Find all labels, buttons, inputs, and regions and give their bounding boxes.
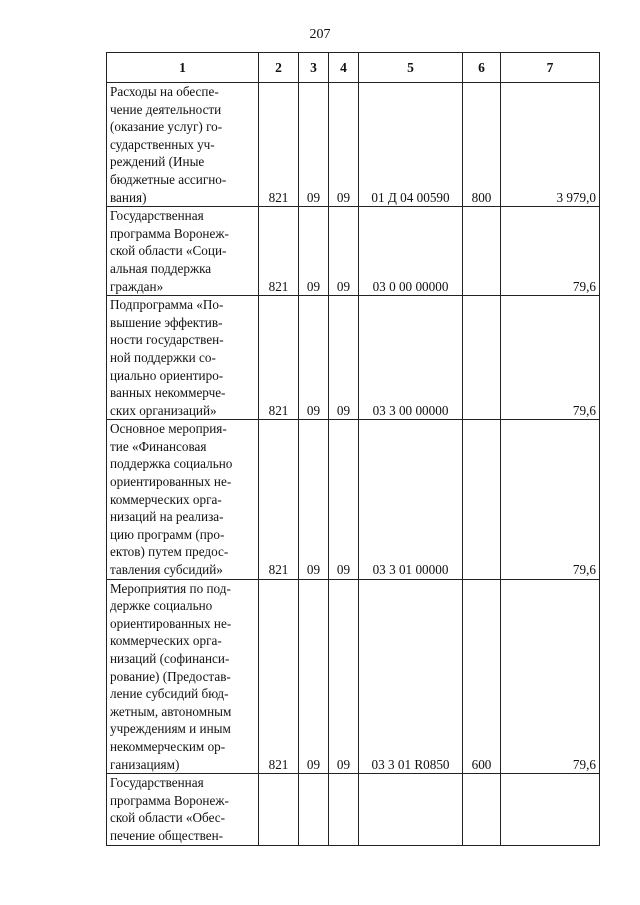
amount-cell: 3 979,0 [501, 83, 600, 207]
subsection-code-cell: 09 [329, 207, 359, 296]
row-name-line: цию программ (про- [110, 526, 225, 542]
header-cell: 4 [329, 53, 359, 83]
row-name-line: ванных некоммерче- [110, 385, 226, 401]
row-name-line: рование) (Предостав- [110, 668, 231, 684]
page-number: 207 [309, 27, 331, 42]
ministry-code-cell: 821 [259, 579, 299, 774]
table-row [107, 296, 600, 420]
ministry-code-cell: 821 [259, 207, 299, 296]
table-row [107, 83, 600, 207]
subsection-code-cell: 09 [329, 420, 359, 579]
expense-type-cell [463, 207, 501, 296]
header-cell: 3 [299, 53, 329, 83]
row-name-line: бюджетные ассигно- [110, 171, 227, 187]
row-name-line: ектов) путем предос- [110, 544, 229, 560]
subsection-code-cell: 09 [329, 579, 359, 774]
row-name-line: Государственная [110, 775, 204, 791]
table-row [107, 207, 600, 296]
row-name-line: Подпрограмма «По- [110, 297, 224, 313]
amount-cell: 79,6 [501, 296, 600, 420]
row-name-cell [107, 207, 259, 296]
amount-cell: 79,6 [501, 579, 600, 774]
section-code-cell: 09 [299, 207, 329, 296]
header-cell: 2 [259, 53, 299, 83]
section-code-cell: 09 [299, 83, 329, 207]
row-name-line: некоммерческим ор- [110, 738, 226, 754]
row-name-cell [107, 774, 259, 845]
row-name-line: тавления субсидий» [110, 562, 223, 578]
row-name-line: Мероприятия по под- [110, 580, 231, 596]
header-cell: 1 [107, 53, 259, 83]
row-name-line: держке социально [110, 598, 213, 614]
row-name-line: ориентированных не- [110, 615, 232, 631]
row-name-line: ской области «Обес- [110, 810, 225, 826]
row-name-line: ности государствен- [110, 332, 224, 348]
row-name-line: коммерческих орга- [110, 633, 222, 649]
row-name-line: ганизациям) [110, 756, 180, 772]
section-code-cell: 09 [299, 296, 329, 420]
section-code-cell [299, 774, 329, 845]
section-code-cell: 09 [299, 579, 329, 774]
row-name-line: печение обществен- [110, 827, 224, 843]
row-name-line: сударственных уч- [110, 136, 215, 152]
row-name-line: тие «Финансовая [110, 438, 207, 454]
expense-type-cell [463, 774, 501, 845]
row-name-line: реждений (Иные [110, 154, 205, 170]
header-row [107, 53, 600, 83]
row-name-line: учреждениям и иным [110, 721, 231, 737]
row-name-line: коммерческих орга- [110, 491, 222, 507]
header-cell: 5 [359, 53, 463, 83]
row-name-line: ских организаций» [110, 402, 217, 418]
row-name-line: низаций на реализа- [110, 509, 224, 525]
target-article-cell: 03 3 01 00000 [359, 420, 463, 579]
target-article-cell: 03 3 00 00000 [359, 296, 463, 420]
row-name-line: Основное мероприя- [110, 421, 227, 437]
header-cell: 7 [501, 53, 600, 83]
row-name-line: альная поддержка [110, 260, 212, 276]
row-name-line: Расходы на обеспе- [110, 84, 219, 99]
row-name-line: поддержка социально [110, 456, 233, 472]
row-name-line: ление субсидий бюд- [110, 686, 229, 702]
target-article-cell: 03 3 01 R0850 [359, 579, 463, 774]
row-name-line: ской области «Соци- [110, 243, 227, 259]
ministry-code-cell: 821 [259, 83, 299, 207]
expense-type-cell: 600 [463, 579, 501, 774]
table-row [107, 774, 600, 845]
row-name-line: ориентированных не- [110, 474, 232, 490]
expense-type-cell [463, 296, 501, 420]
row-name-line: ной поддержки со- [110, 349, 216, 365]
budget-table [106, 52, 600, 846]
subsection-code-cell [329, 774, 359, 845]
ministry-code-cell [259, 774, 299, 845]
header-cell: 6 [463, 53, 501, 83]
expense-type-cell [463, 420, 501, 579]
row-name-line: циально ориентиро- [110, 367, 224, 383]
row-name-line: (оказание услуг) го- [110, 119, 223, 135]
amount-cell [501, 774, 600, 845]
amount-cell: 79,6 [501, 420, 600, 579]
subsection-code-cell: 09 [329, 296, 359, 420]
ministry-code-cell: 821 [259, 420, 299, 579]
row-name-line: вышение эффектив- [110, 314, 223, 330]
row-name-line: низаций (софинанси- [110, 651, 230, 666]
row-name-cell [107, 83, 259, 207]
row-name-line: программа Воронеж- [110, 225, 229, 241]
row-name-line: вания) [110, 189, 147, 205]
amount-cell: 79,6 [501, 207, 600, 296]
expense-type-cell: 800 [463, 83, 501, 207]
table-row [107, 579, 600, 774]
subsection-code-cell: 09 [329, 83, 359, 207]
target-article-cell: 01 Д 04 00590 [359, 83, 463, 207]
ministry-code-cell: 821 [259, 296, 299, 420]
target-article-cell: 03 0 00 00000 [359, 207, 463, 296]
row-name-line: Государственная [110, 208, 204, 224]
table-row [107, 420, 600, 579]
row-name-line: жетным, автономным [110, 703, 232, 719]
row-name-cell [107, 420, 259, 579]
row-name-line: чение деятельности [110, 101, 222, 117]
row-name-line: программа Воронеж- [110, 792, 229, 808]
target-article-cell [359, 774, 463, 845]
section-code-cell: 09 [299, 420, 329, 579]
row-name-line: граждан» [110, 278, 164, 294]
row-name-cell [107, 579, 259, 774]
row-name-cell [107, 296, 259, 420]
